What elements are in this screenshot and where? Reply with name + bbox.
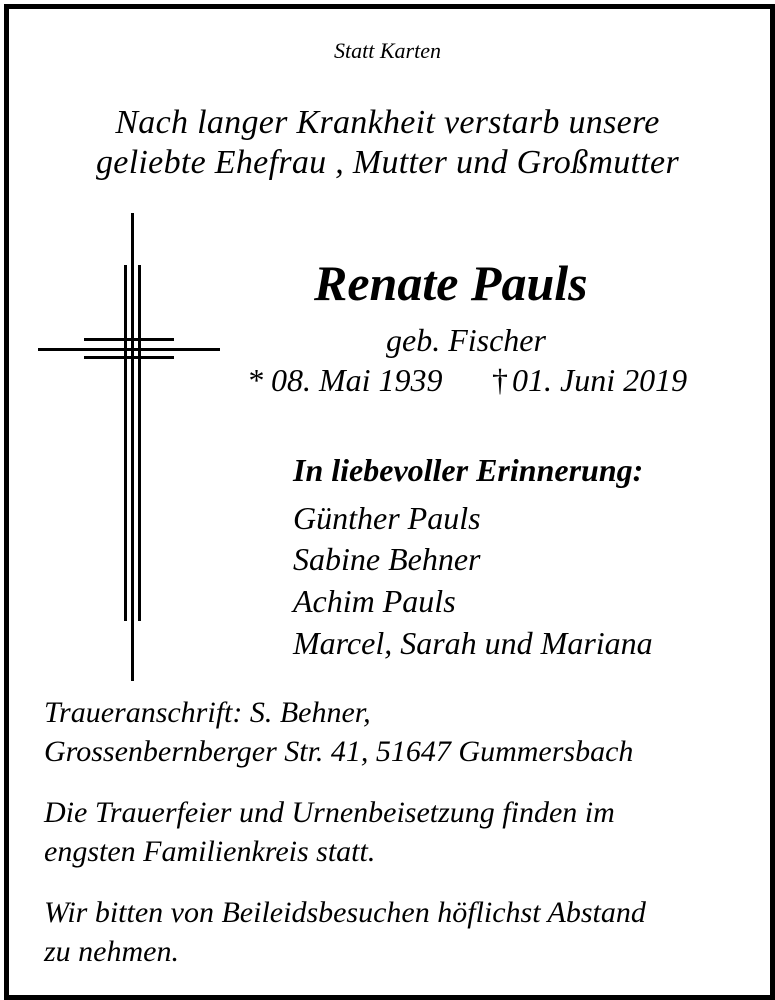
mourner-name: Achim Pauls xyxy=(293,583,456,619)
statt-karten-note: Statt Karten xyxy=(334,38,441,63)
request-line-2: zu nehmen. xyxy=(44,935,179,968)
death-cross-icon: † xyxy=(492,362,508,398)
intro-line-2: geliebte Ehefrau , Mutter und Großmutter xyxy=(96,144,679,181)
request-line-1: Wir bitten von Beileidsbesuchen höflichst Abstand xyxy=(44,896,646,929)
mourner-name: Günther Pauls xyxy=(293,500,481,536)
mourners-heading: In liebevoller Erinnerung: xyxy=(293,452,644,488)
death-date: 01. Juni 2019 xyxy=(512,362,688,398)
mourner-name: Sabine Behner xyxy=(293,541,481,577)
notice-line-1: Die Trauerfeier und Urnenbeisetzung finden im xyxy=(44,796,615,829)
deceased-name: Renate Pauls xyxy=(314,255,588,311)
address-line-1: Traueranschrift: S. Behner, xyxy=(44,696,371,729)
intro-line-1: Nach langer Krankheit verstarb unsere xyxy=(115,104,660,141)
notice-line-2: engsten Familienkreis statt. xyxy=(44,835,376,868)
birth-date: * 08. Mai 1939 xyxy=(247,362,443,398)
address-line-2: Grossenbernberger Str. 41, 51647 Gummersbach xyxy=(44,735,634,768)
maiden-name: geb. Fischer xyxy=(386,322,546,358)
mourner-name: Marcel, Sarah und Mariana xyxy=(293,625,653,661)
cross-icon xyxy=(38,213,220,681)
